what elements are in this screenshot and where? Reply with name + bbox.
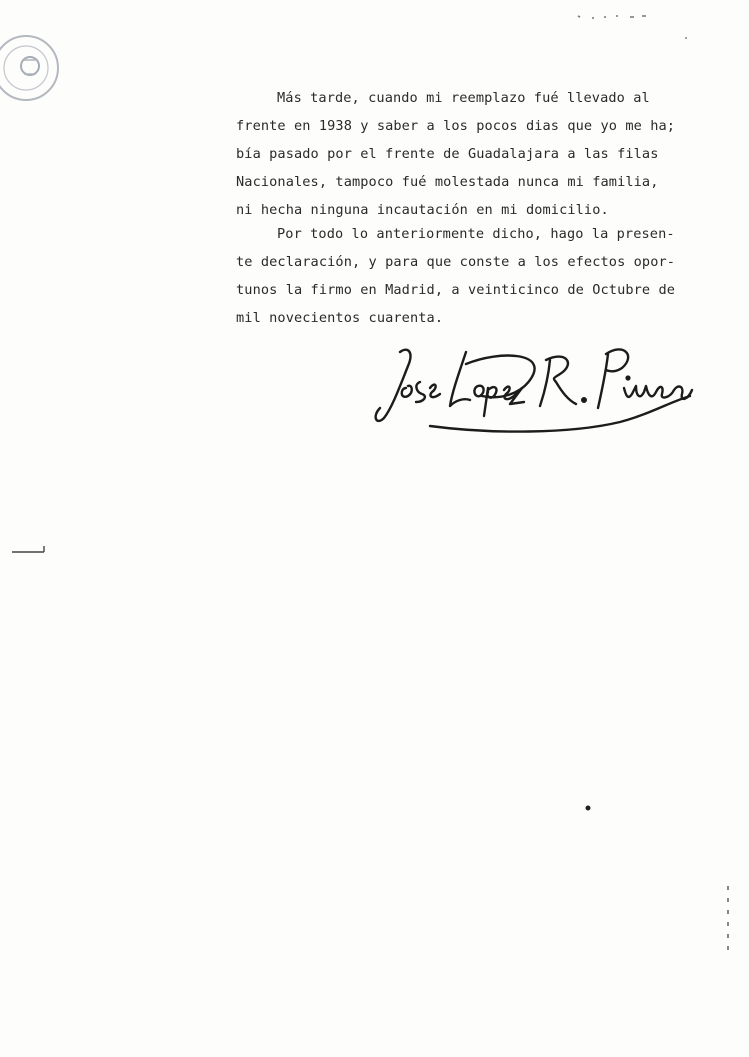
typed-line-9: mil novecientos cuarenta.	[236, 310, 444, 326]
typed-line-8: tunos la firmo en Madrid, a veinticinco de Octubre de	[236, 282, 676, 298]
typed-line-1: Más tarde, cuando mi reemplazo fué llevado al	[277, 90, 650, 106]
signature-icon	[370, 330, 700, 440]
seal-stamp-icon	[0, 30, 62, 108]
scan-marks-icon	[570, 10, 690, 40]
edge-scan-icon	[722, 880, 736, 960]
typed-line-4: Nacionales, tampoco fué molestada nunca mi familia,	[236, 174, 659, 190]
margin-mark-icon	[10, 540, 50, 560]
typed-line-3: bía pasado por el frente de Guadalajara a las filas	[236, 146, 659, 162]
typed-line-2: frente en 1938 y saber a los pocos dias que yo me ha;	[236, 118, 676, 134]
typed-line-6: Por todo lo anteriormente dicho, hago la presen-	[277, 226, 675, 242]
typed-line-5: ni hecha ninguna incautación en mi domicilio.	[236, 202, 609, 218]
ink-speck-icon	[583, 803, 593, 813]
typed-line-7: te declaración, y para que conste a los efectos opor-	[236, 254, 676, 270]
